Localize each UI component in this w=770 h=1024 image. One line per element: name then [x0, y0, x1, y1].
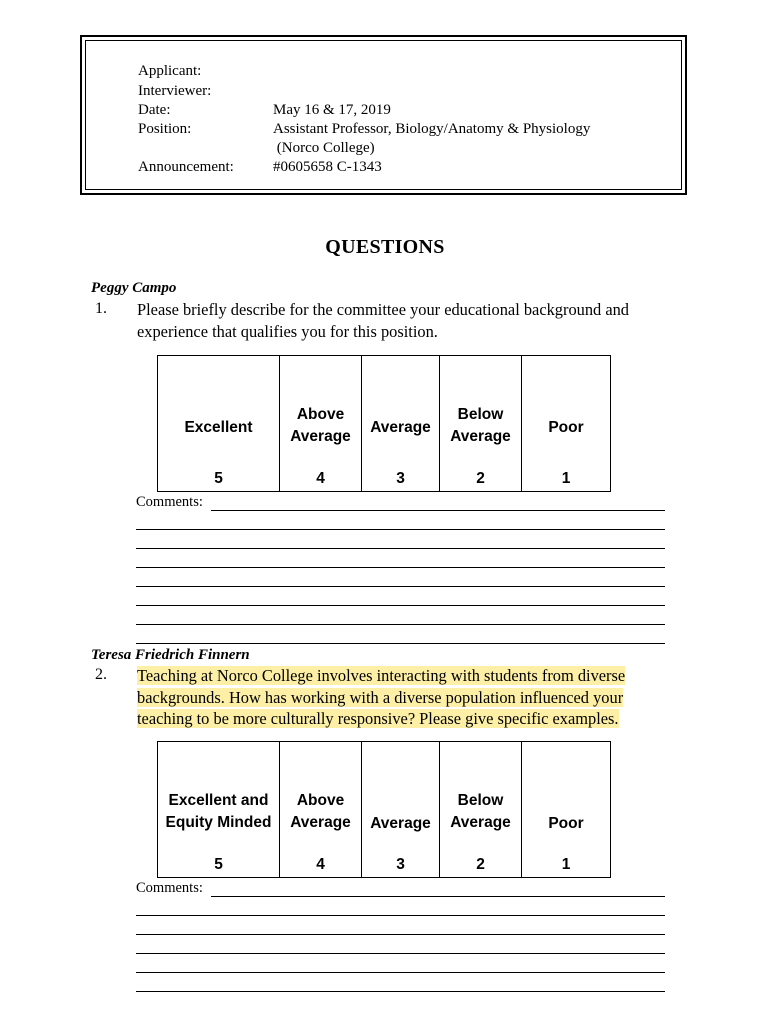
header-row-position — [138, 120, 590, 139]
rating-label — [280, 404, 361, 448]
rating-option-above-average[interactable] — [280, 356, 362, 492]
question-2-number: 2. — [95, 666, 107, 683]
question-1-comments-label: Comments: — [136, 494, 203, 510]
rating-label — [158, 790, 279, 834]
rating-label — [440, 790, 521, 834]
rating-score: 3 — [396, 856, 405, 873]
comment-line[interactable] — [136, 643, 665, 644]
comment-line[interactable] — [211, 510, 665, 511]
rating-score: 5 — [214, 856, 223, 873]
header-value: May 16 & 17, 2019 — [273, 102, 391, 118]
rating-option-above-average[interactable] — [280, 742, 362, 878]
comment-line[interactable] — [136, 972, 665, 973]
header-inner-border — [85, 40, 682, 190]
rating-label-line: Average — [450, 814, 511, 831]
question-1-rating-table — [157, 355, 611, 492]
comment-line[interactable] — [136, 529, 665, 530]
rating-label — [280, 790, 361, 834]
rating-score: 1 — [561, 470, 571, 487]
rating-score: 1 — [561, 856, 571, 873]
comment-line[interactable] — [136, 991, 665, 992]
header-value: #0605658 C-1343 — [273, 159, 382, 175]
rating-option-excellent[interactable] — [158, 356, 280, 492]
rating-score: 2 — [476, 856, 485, 873]
rating-score: 3 — [396, 470, 405, 487]
question-1-text — [137, 299, 672, 342]
comment-line[interactable] — [136, 548, 665, 549]
rating-option-below-average[interactable] — [440, 742, 522, 878]
rating-score: 2 — [476, 470, 485, 487]
question-2-author: Teresa Friedrich Finnern — [91, 647, 250, 663]
rating-label: Average — [370, 419, 431, 436]
rating-label: Average — [370, 815, 431, 832]
question-2-text — [137, 665, 672, 730]
question-2-comments-label: Comments: — [136, 880, 203, 896]
rating-score: 4 — [316, 470, 325, 487]
question-2-rating-table — [157, 741, 611, 878]
rating-label-line: Average — [450, 428, 511, 445]
header-label: Interviewer: — [138, 83, 212, 99]
header-label: Position: — [138, 121, 192, 137]
rating-score: 4 — [316, 856, 325, 873]
rating-option-excellent-equity-minded[interactable] — [158, 742, 280, 878]
rating-label: Poor — [548, 815, 584, 832]
header-value: (Norco College) — [273, 140, 375, 156]
rating-label: Excellent — [184, 419, 253, 436]
rating-option-poor[interactable] — [522, 742, 611, 878]
rating-label-line: Average — [290, 428, 351, 445]
rating-label-line: Above — [296, 406, 345, 423]
rating-option-average[interactable] — [362, 742, 440, 878]
question-1-author: Peggy Campo — [91, 280, 177, 296]
rating-option-average[interactable] — [362, 356, 440, 492]
comment-line[interactable] — [136, 953, 665, 954]
header-row-announcement — [138, 158, 382, 177]
header-row-position-cont — [138, 139, 375, 158]
rating-label-line: Excellent and — [168, 792, 269, 809]
rating-label-line: Below — [457, 792, 504, 809]
comment-line[interactable] — [136, 605, 665, 606]
applicant-header-box — [80, 35, 687, 195]
comment-line[interactable] — [136, 567, 665, 568]
rating-score: 5 — [214, 470, 223, 487]
header-row-interviewer — [138, 82, 273, 101]
rating-label — [440, 404, 521, 448]
comment-line[interactable] — [136, 624, 665, 625]
header-row-applicant — [138, 62, 273, 81]
header-value: Assistant Professor, Biology/Anatomy & Physiology — [273, 121, 591, 137]
comment-line[interactable] — [136, 915, 665, 916]
rating-label-line: Below — [457, 406, 504, 423]
question-2-text-content: Teaching at Norco College involves interacting with students from diverse backgrounds. How has working with a diverse population influenced your teaching to be more culturally responsive? Please give specific examples. — [137, 666, 626, 728]
comment-line[interactable] — [136, 586, 665, 587]
question-1-text-content: Please briefly describe for the committee your educational background and experience that qualifies you for this position. — [137, 300, 629, 341]
rating-label-line: Average — [290, 814, 351, 831]
rating-option-poor[interactable] — [522, 356, 611, 492]
page-title: QUESTIONS — [325, 236, 445, 258]
header-label: Applicant: — [138, 63, 202, 79]
rating-label-line: Equity Minded — [165, 814, 272, 831]
header-label: Date: — [138, 102, 171, 118]
comment-line[interactable] — [136, 934, 665, 935]
comment-line[interactable] — [211, 896, 665, 897]
question-1-number: 1. — [95, 300, 107, 317]
rating-label-line: Above — [296, 792, 345, 809]
header-row-date — [138, 101, 391, 120]
rating-label: Poor — [548, 419, 584, 436]
header-label: Announcement: — [138, 159, 234, 175]
rating-option-below-average[interactable] — [440, 356, 522, 492]
